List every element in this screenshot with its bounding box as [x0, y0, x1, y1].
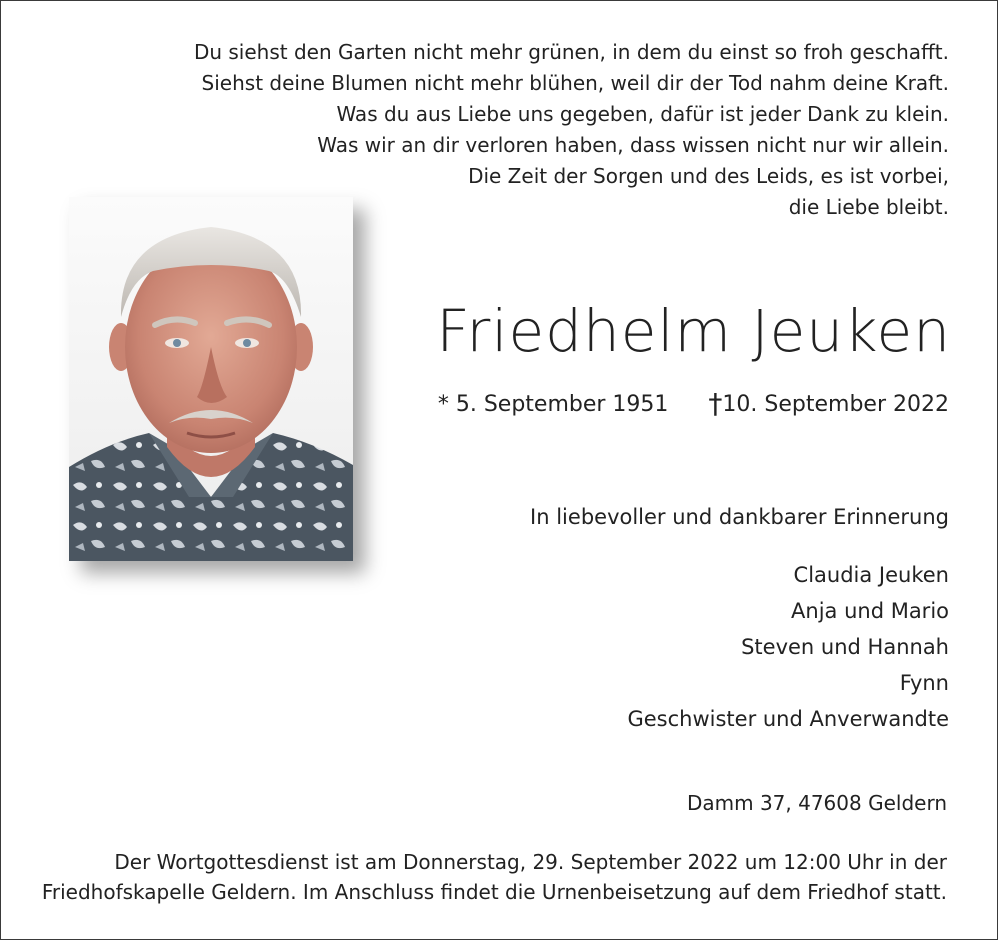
family-member: Steven und Hannah — [741, 635, 949, 659]
family-member: Anja und Mario — [791, 599, 949, 623]
address: Damm 37, 47608 Geldern — [686, 791, 947, 815]
portrait-photo — [69, 197, 353, 561]
birth-date: * 5. September 1951 — [437, 392, 669, 417]
poem-line: Die Zeit der Sorgen und des Leids, es ist vorbei, — [468, 164, 949, 188]
poem-line: Was du aus Liebe uns gegeben, dafür ist jeder Dank zu klein. — [336, 102, 949, 126]
cross-icon: † — [708, 387, 723, 420]
family-list — [627, 557, 949, 737]
service-line: Friedhofskapelle Geldern. Im Anschluss findet die Urnenbeisetzung auf dem Friedhof statt. — [41, 880, 947, 904]
service-line: Der Wortgottesdienst ist am Donnerstag, 29. September 2022 um 12:00 Uhr in der — [114, 850, 947, 874]
memory-line: In liebevoller und dankbarer Erinnerung — [530, 505, 949, 529]
poem-line: die Liebe bleibt. — [788, 195, 949, 219]
portrait-illustration — [69, 197, 353, 561]
death-date: 10. September 2022 — [722, 392, 949, 417]
family-member: Fynn — [899, 671, 949, 695]
poem-line: Was wir an dir verloren haben, dass wissen nicht nur wir allein. — [317, 133, 949, 157]
family-member: Claudia Jeuken — [793, 563, 949, 587]
life-dates — [438, 387, 949, 420]
service-info — [7, 847, 947, 907]
deceased-name: Friedhelm Jeuken — [436, 297, 951, 365]
family-member: Geschwister und Anverwandte — [627, 707, 949, 731]
poem-line: Du siehst den Garten nicht mehr grünen, in dem du einst so froh geschafft. — [193, 40, 949, 64]
poem-line: Siehst deine Blumen nicht mehr blühen, weil dir der Tod nahm deine Kraft. — [201, 71, 949, 95]
poem — [89, 37, 949, 223]
